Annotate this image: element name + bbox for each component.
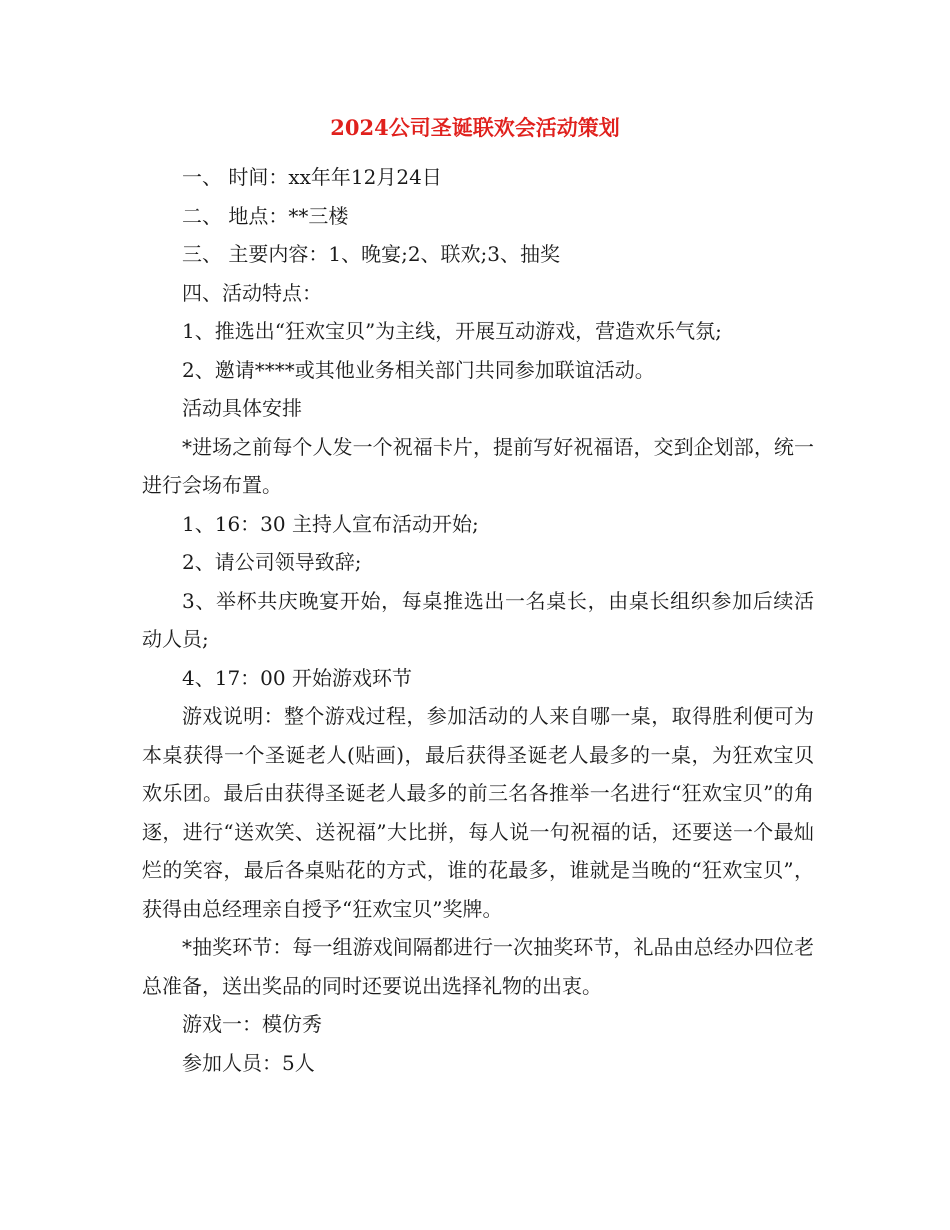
paragraph-greeting-cards: *进场之前每个人发一个祝福卡片，提前写好祝福语，交到企划部，统一进行会场布置。 [142, 434, 814, 497]
paragraph-feature-1: 1、推选出“狂欢宝贝”为主线，开展互动游戏，营造欢乐气氛; [182, 319, 722, 343]
paragraph-game-one: 游戏一：模仿秀 [182, 1012, 322, 1036]
paragraph-location: 二、 地点：**三楼 [182, 203, 349, 228]
paragraph-schedule-heading: 活动具体安排 [182, 396, 302, 420]
paragraph-step-1: 1、16：30 主持人宣布活动开始; [182, 511, 479, 536]
paragraph-step-3: 3、举杯共庆晚宴开始，每桌推选出一名桌长，由桌长组织参加后续活动人员; [142, 588, 814, 651]
paragraph-lottery: *抽奖环节：每一组游戏间隔都进行一次抽奖环节，礼品由总经办四位老总准备，送出奖品的同时还要说出选择礼物的出衷。 [142, 935, 814, 998]
document-title: 2024公司圣诞联欢会活动策划 [330, 115, 620, 140]
paragraph-step-2: 2、请公司领导致辞; [182, 550, 362, 574]
paragraph-main-content: 三、 主要内容：1、晚宴;2、联欢;3、抽奖 [182, 242, 561, 266]
document-body [142, 158, 814, 1082]
paragraph-step-4: 4、17：00 开始游戏环节 [182, 665, 412, 690]
paragraph-feature-2: 2、邀请****或其他业务相关部门共同参加联谊活动。 [182, 357, 655, 382]
paragraph-game-description: 游戏说明：整个游戏过程，参加活动的人来自哪一桌，取得胜利便可为本桌获得一个圣诞老人(贴画)，最后获得圣诞老人最多的一桌，为狂欢宝贝欢乐团。最后由获得圣诞老人最多的前三名各推举一名进行“狂欢宝贝”的角逐，进行“送欢笑、送祝福”大比拼，每人说一句祝福的话，还要送一个最灿烂的笑容，最后各桌贴花的方式，谁的花最多，谁就是当晚的“狂欢宝贝”，获得由总经理亲自授予“狂欢宝贝”奖牌。 [142, 704, 814, 921]
paragraph-features-heading: 四、活动特点： [182, 280, 322, 305]
paragraph-time: 一、 时间：xx年年12月24日 [182, 165, 442, 189]
paragraph-participants: 参加人员：5人 [182, 1050, 315, 1075]
